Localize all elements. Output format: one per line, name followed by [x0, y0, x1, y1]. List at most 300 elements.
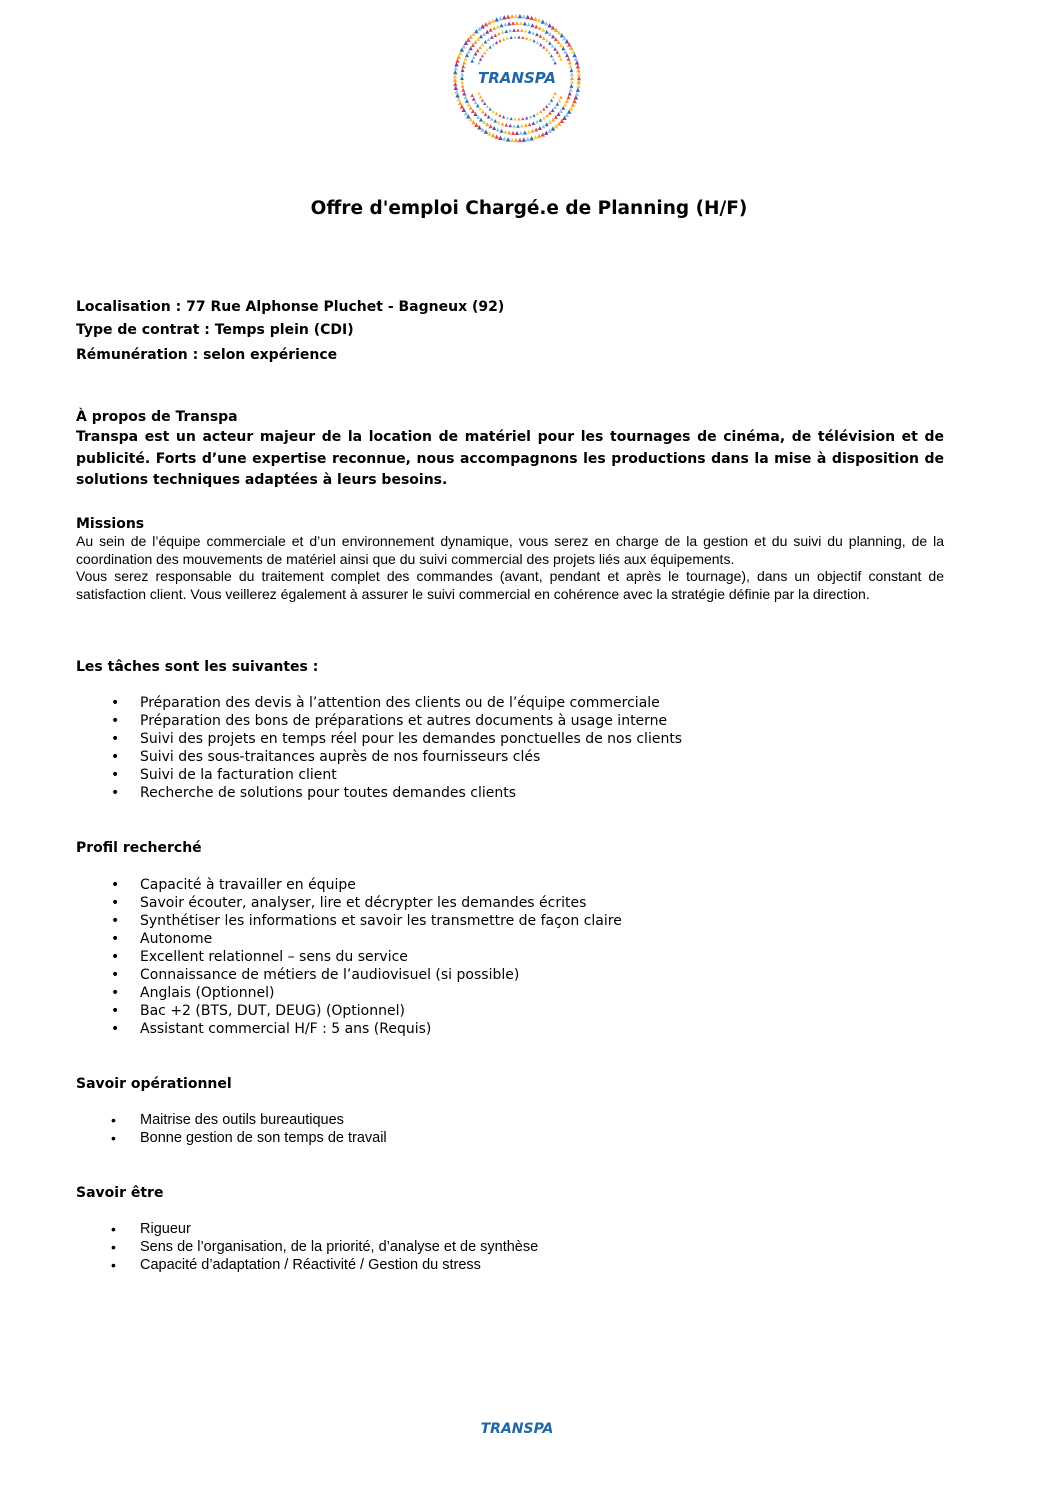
logo-triangle: [495, 17, 499, 21]
logo-triangle: [511, 21, 515, 25]
footer-transpa-logo: [471, 1418, 563, 1438]
logo-triangle: [461, 88, 465, 92]
logo-triangle: [559, 57, 563, 61]
logo-triangle: [525, 37, 528, 40]
logo-triangle: [477, 92, 480, 95]
logo-triangle: [539, 118, 543, 122]
logo-triangle: [460, 72, 464, 76]
logo-triangle: [513, 117, 516, 120]
logo-triangle: [556, 50, 560, 54]
bullet-icon: •: [111, 967, 120, 983]
logo-triangle: [510, 138, 514, 142]
logo-triangle: [545, 114, 549, 118]
logo-triangle: [489, 28, 493, 32]
logo-triangle: [461, 84, 465, 88]
missions-paragraph-2: Vous serez responsable du traitement complet des commandes (avant, pendant et après le tournage), dans un objectif constant de satisfaction client. Vous veillerez également à assurer le suivi commercial en cohérence avec la stratégie définie par la direction.: [76, 568, 944, 602]
logo-triangle: [489, 45, 492, 48]
logo-triangle: [454, 89, 458, 93]
logo-triangle: [460, 76, 464, 80]
logo-triangle: [542, 45, 545, 48]
profil-list: [76, 876, 944, 1038]
logo-triangle: [467, 102, 471, 106]
logo-triangle: [491, 19, 495, 23]
logo-triangle: [492, 126, 496, 130]
logo-triangle: [516, 28, 520, 32]
missions-section: [76, 516, 944, 603]
logo-triangle: [500, 23, 504, 27]
logo-triangle: [453, 78, 457, 82]
logo-triangle: [565, 53, 569, 57]
logo-triangle: [545, 30, 549, 34]
list-item: [76, 894, 944, 912]
list-item: [76, 730, 944, 748]
logo-triangle: [558, 54, 562, 58]
logo-triangle: [569, 88, 573, 92]
logo-triangle: [535, 120, 539, 124]
logo-triangle: [577, 80, 581, 84]
logo-triangle: [534, 128, 538, 132]
logo-triangle: [545, 39, 549, 43]
logo-triangle: [463, 57, 467, 61]
logo-triangle: [485, 122, 489, 126]
logo-triangle: [515, 131, 519, 135]
logo-triangle: [508, 29, 512, 33]
logo-triangle: [520, 124, 524, 128]
about-body: Transpa est un acteur majeur de la location de matériel pour les tournages de cinéma, de télévision et de publicité. Forts d’une expertise reconnue, nous accompagnons les productions dans la mise à disposition de solutions techniques adaptées à leurs besoins.: [76, 429, 944, 488]
logo-triangle: [519, 131, 523, 135]
logo-triangle: [491, 133, 495, 137]
logo-triangle: [492, 43, 495, 46]
logo-triangle: [517, 117, 520, 120]
logo-triangle: [570, 80, 574, 84]
logo-triangle: [541, 28, 545, 32]
logo-triangle: [479, 58, 482, 61]
logo-triangle: [552, 95, 555, 98]
logo-triangle: [544, 21, 548, 25]
list-item-text: Savoir écouter, analyser, lire et décrypter les demandes écrites: [140, 895, 587, 911]
logo-triangle: [479, 95, 482, 98]
taches-section: [76, 659, 944, 675]
savoir-etre-list-container: [76, 1220, 944, 1274]
taches-heading: Les tâches sont les suivantes :: [76, 659, 319, 675]
logo-triangle: [553, 61, 556, 64]
logo-triangle: [550, 99, 553, 102]
logo-triangle: [528, 30, 532, 34]
list-item-text: Anglais (Optionnel): [140, 985, 275, 1001]
list-item-text: Préparation des bons de préparations et autres documents à usage interne: [140, 713, 668, 729]
logo-triangle: [569, 84, 573, 88]
logo-triangle: [532, 121, 536, 125]
list-item: [76, 930, 944, 948]
logo-triangle: [527, 22, 531, 26]
logo-triangle: [498, 39, 501, 42]
logo-triangle: [532, 39, 535, 42]
bullet-icon: •: [111, 877, 120, 893]
bullet-icon: •: [111, 1112, 116, 1128]
logo-triangle: [516, 124, 520, 128]
list-item: [76, 912, 944, 930]
logo-triangle: [483, 51, 486, 54]
logo-triangle: [503, 130, 507, 134]
taches-list: [76, 694, 944, 802]
logo-triangle: [521, 36, 524, 39]
profil-heading: Profil recherché: [76, 840, 202, 856]
bullet-icon: •: [111, 949, 120, 965]
logo-triangle: [569, 64, 573, 68]
logo-triangle: [490, 35, 494, 39]
info-remuneration: Rémunération : selon expérience: [76, 347, 338, 363]
logo-triangle: [514, 138, 518, 142]
list-item: [76, 1002, 944, 1020]
logo-triangle: [502, 136, 506, 140]
logo-triangle: [495, 134, 499, 138]
logo-triangle: [565, 99, 569, 103]
bullet-icon: •: [111, 749, 120, 765]
logo-triangle: [522, 137, 526, 141]
list-item: [76, 1238, 944, 1256]
logo-triangle: [498, 16, 502, 20]
logo-triangle: [527, 130, 531, 134]
savoir-etre-list: [76, 1220, 944, 1274]
logo-triangle: [503, 22, 507, 26]
logo-triangle: [551, 126, 555, 130]
logo-triangle: [532, 114, 535, 117]
logo-triangle: [518, 138, 522, 142]
list-item-text: Rigueur: [140, 1221, 191, 1237]
logo-triangle: [537, 18, 541, 22]
logo-triangle: [575, 60, 579, 64]
logo-triangle: [490, 117, 494, 121]
logo-triangle: [514, 14, 518, 18]
logo-triangle: [478, 107, 482, 111]
logo-triangle: [461, 68, 465, 72]
logo-triangle: [498, 114, 501, 117]
logo-triangle: [521, 117, 524, 120]
logo-triangle: [482, 32, 486, 36]
logo-triangle: [505, 29, 509, 33]
logo-triangle: [496, 24, 500, 28]
list-item: [76, 1020, 944, 1038]
logo-triangle: [465, 99, 469, 103]
logo-triangle: [485, 30, 489, 34]
logo-triangle: [536, 41, 539, 44]
bullet-icon: •: [111, 1021, 120, 1037]
list-item-text: Autonome: [140, 931, 213, 947]
missions-paragraph-1: Au sein de l’équipe commerciale et d’un environnement dynamique, vous serez en charge de la gestion et du suivi du planning, de la coordination des mouvements de matériel ainsi que du suivi commercial des projets liés aux équipements.: [76, 533, 944, 567]
logo-triangle: [534, 24, 538, 28]
logo-triangle: [476, 49, 480, 53]
transpa-logo: [447, 12, 587, 144]
logo-triangle: [474, 52, 478, 56]
logo-triangle: [530, 129, 534, 133]
logo-triangle: [453, 70, 457, 74]
logo-triangle: [512, 28, 516, 32]
logo-triangle: [519, 21, 523, 25]
logo-triangle: [498, 136, 502, 140]
logo-triangle: [576, 84, 580, 88]
logo-triangle: [482, 120, 486, 124]
info-localisation: Localisation : 77 Rue Alphonse Pluchet - Bagneux (92): [76, 299, 505, 315]
list-item: [76, 1220, 944, 1238]
logo-triangle: [480, 127, 484, 131]
bullet-icon: •: [111, 985, 120, 1001]
logo-triangle: [496, 128, 500, 132]
logo-triangle: [472, 97, 476, 101]
logo-triangle: [465, 53, 469, 57]
logo-triangle: [553, 92, 556, 95]
bullet-icon: •: [111, 695, 120, 711]
list-item-text: Capacité d’adaptation / Réactivité / Gestion du stress: [140, 1257, 481, 1273]
logo-triangle: [454, 62, 458, 66]
logo-triangle: [501, 122, 505, 126]
logo-triangle: [529, 16, 533, 20]
logo-triangle: [510, 36, 513, 39]
list-item: [76, 876, 944, 894]
logo-triangle: [529, 136, 533, 140]
info-contrat: Type de contrat : Temps plein (CDI): [76, 322, 354, 338]
taches-list-container: [76, 694, 944, 802]
profil-section: [76, 840, 944, 856]
logo-triangle: [500, 129, 504, 133]
logo-triangle: [523, 130, 527, 134]
list-item-text: Synthétiser les informations et savoir les transmettre de façon claire: [140, 913, 622, 929]
logo-triangle: [545, 48, 548, 51]
list-item-text: Maitrise des outils bureautiques: [140, 1112, 344, 1128]
list-item-text: Connaissance de métiers de l’audiovisuel (si possible): [140, 967, 520, 983]
logo-triangle: [532, 31, 536, 35]
logo-triangle: [545, 122, 549, 126]
logo-triangle: [484, 40, 488, 44]
list-item-text: Sens de l’organisation, de la priorité, d’analyse et de synthèse: [140, 1239, 539, 1255]
logo-triangle: [489, 107, 492, 110]
logo-triangle: [472, 55, 476, 59]
logo-triangle: [569, 68, 573, 72]
list-item: [76, 766, 944, 784]
logo-triangle: [576, 68, 580, 72]
logo-triangle: [461, 64, 465, 68]
logo-triangle: [462, 91, 466, 95]
bullet-icon: •: [111, 913, 120, 929]
logo-triangle: [506, 116, 509, 119]
logo-triangle: [507, 22, 511, 26]
logo-triangle: [506, 137, 510, 141]
list-item: [76, 1129, 944, 1147]
logo-triangle: [574, 95, 578, 99]
list-item-text: Recherche de solutions pour toutes demandes clients: [140, 785, 516, 801]
logo-triangle: [487, 115, 491, 119]
logo-triangle: [523, 22, 527, 26]
logo-triangle: [463, 95, 467, 99]
logo-triangle: [487, 37, 491, 41]
logo-triangle: [545, 105, 548, 108]
logo-triangle: [462, 61, 466, 65]
logo-triangle: [530, 23, 534, 27]
bullet-icon: •: [111, 731, 120, 747]
logo-triangle: [506, 14, 510, 18]
logo-triangle: [454, 66, 458, 70]
logo-triangle: [524, 29, 528, 33]
logo-triangle: [513, 35, 516, 38]
logo-triangle: [541, 124, 545, 128]
logo-triangle: [542, 36, 546, 40]
savoir-operationnel-heading: Savoir opérationnel: [76, 1076, 232, 1092]
logo-triangle: [477, 26, 481, 30]
list-item-text: Suivi des projets en temps réel pour les demandes ponctuelles de nos clients: [140, 731, 683, 747]
logo-triangle: [505, 123, 509, 127]
logo-triangle: [550, 54, 553, 57]
logo-triangle: [460, 80, 464, 84]
logo-triangle: [563, 102, 567, 106]
logo-triangle: [570, 76, 574, 80]
logo-triangle: [502, 38, 505, 41]
logo-triangle: [522, 14, 526, 18]
logo-triangle: [539, 43, 542, 46]
logo-triangle: [577, 76, 581, 80]
logo-triangle: [553, 105, 557, 109]
logo-triangle: [542, 116, 546, 120]
logo-triangle: [568, 91, 572, 95]
logo-triangle: [525, 116, 528, 119]
bullet-icon: •: [111, 713, 120, 729]
list-item-text: Capacité à travailler en équipe: [140, 877, 356, 893]
page-title: Offre d'emploi Chargé.e de Planning (H/F): [310, 198, 748, 219]
logo-triangle: [526, 15, 530, 19]
logo-triangle: [536, 112, 539, 115]
about-heading: À propos de Transpa: [76, 409, 238, 425]
logo-triangle: [539, 110, 542, 113]
logo-triangle: [492, 110, 495, 113]
logo-triangle: [548, 120, 552, 124]
bullet-icon: •: [111, 1003, 120, 1019]
logo-triangle: [576, 64, 580, 68]
logo-triangle: [548, 102, 551, 105]
bullet-icon: •: [111, 1239, 116, 1255]
list-item: [76, 748, 944, 766]
bullet-icon: •: [111, 785, 120, 801]
logo-triangle: [476, 104, 480, 108]
logo-triangle: [493, 119, 497, 123]
savoir-operationnel-list: [76, 1111, 944, 1147]
savoir-etre-section: [76, 1185, 944, 1201]
logo-triangle: [497, 32, 501, 36]
logo-triangle: [474, 100, 478, 104]
logo-triangle: [493, 33, 497, 37]
bullet-icon: •: [111, 1257, 116, 1273]
logo-triangle: [539, 34, 543, 38]
logo-triangle: [551, 34, 555, 38]
logo-triangle: [533, 17, 537, 21]
logo-triangle: [486, 48, 489, 51]
logo-triangle: [554, 28, 558, 32]
list-item-text: Bac +2 (BTS, DUT, DEUG) (Optionnel): [140, 1003, 405, 1019]
logo-triangle: [577, 72, 581, 76]
logo-triangle: [567, 95, 571, 99]
logo-triangle: [538, 126, 542, 130]
logo-triangle: [510, 117, 513, 120]
list-item-text: Suivi des sous-traitances auprès de nos fournisseurs clés: [140, 749, 541, 765]
logo-triangle: [529, 38, 532, 41]
list-item-text: Assistant commercial H/F : 5 ans (Requis): [140, 1021, 432, 1037]
logo-triangle: [479, 34, 483, 38]
list-item: [76, 984, 944, 1002]
logo-triangle: [510, 14, 514, 18]
list-item: [76, 694, 944, 712]
logo-triangle: [502, 15, 506, 19]
savoir-operationnel-section: [76, 1076, 944, 1092]
list-item: [76, 784, 944, 802]
list-item-text: Excellent relationnel – sens du service: [140, 949, 408, 965]
logo-triangle: [576, 88, 580, 92]
logo-triangle: [489, 124, 493, 128]
logo-triangle: [515, 21, 519, 25]
list-item-text: Bonne gestion de son temps de travail: [140, 1130, 387, 1146]
logo-triangle: [502, 115, 505, 118]
savoir-operationnel-list-container: [76, 1111, 944, 1147]
logo-triangle: [524, 123, 528, 127]
about-section: [76, 409, 944, 492]
logo-triangle: [506, 37, 509, 40]
list-item-text: Suivi de la facturation client: [140, 767, 337, 783]
footer-logo-wordmark: TRANSPA: [480, 1421, 554, 1437]
logo-triangle: [541, 132, 545, 136]
profil-list-container: [76, 876, 944, 1038]
logo-triangle: [526, 137, 530, 141]
logo-triangle: [518, 14, 522, 18]
logo-triangle: [568, 61, 572, 65]
list-item: [76, 966, 944, 984]
logo-triangle: [558, 99, 562, 103]
list-item: [76, 1111, 944, 1129]
logo-triangle: [517, 35, 520, 38]
logo-triangle: [497, 121, 501, 125]
logo-triangle: [537, 134, 541, 138]
logo-triangle: [575, 91, 579, 95]
logo-triangle: [542, 107, 545, 110]
bullet-icon: •: [111, 931, 120, 947]
logo-triangle: [470, 93, 474, 97]
bullet-icon: •: [111, 895, 120, 911]
logo-triangle: [533, 135, 537, 139]
logo-triangle: [552, 58, 555, 61]
logo-triangle: [453, 74, 457, 78]
logo-triangle: [487, 20, 491, 24]
bullet-icon: •: [111, 767, 120, 783]
bullet-icon: •: [111, 1130, 116, 1146]
logo-triangle: [454, 86, 458, 90]
logo-triangle: [529, 115, 532, 118]
list-item: [76, 948, 944, 966]
logo-triangle: [512, 124, 516, 128]
bullet-icon: •: [111, 1221, 116, 1237]
logo-wordmark: TRANSPA: [478, 69, 556, 87]
logo-triangle: [508, 124, 512, 128]
logo-triangle: [455, 93, 459, 97]
list-item: [76, 1256, 944, 1274]
logo-triangle: [495, 112, 498, 115]
logo-triangle: [538, 26, 542, 30]
logo-triangle: [483, 102, 486, 105]
logo-triangle: [481, 99, 484, 102]
missions-heading: Missions: [76, 516, 145, 532]
logo-triangle: [556, 102, 560, 106]
logo-triangle: [520, 28, 524, 32]
list-item: [76, 712, 944, 730]
logo-triangle: [495, 41, 498, 44]
logo-triangle: [541, 19, 545, 23]
list-item-text: Préparation des devis à l’attention des clients ou de l’équipe commerciale: [140, 695, 660, 711]
savoir-etre-heading: Savoir être: [76, 1185, 164, 1201]
logo-triangle: [559, 95, 563, 99]
